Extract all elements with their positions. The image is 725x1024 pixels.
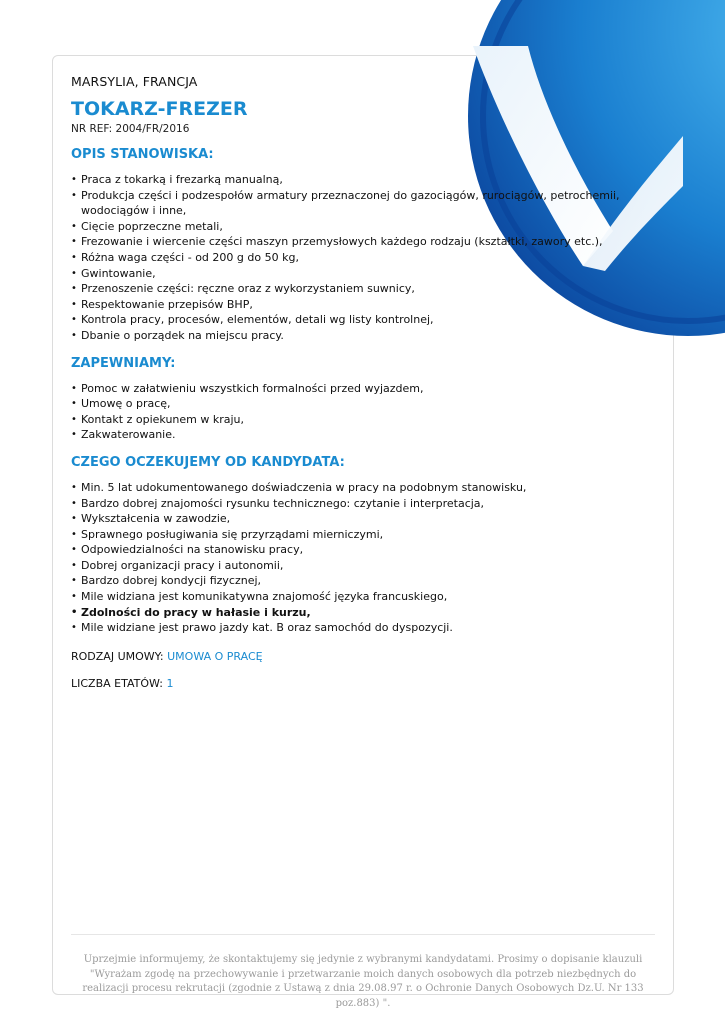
job-description-list: [71, 172, 651, 344]
list-item: • Sprawnego posługiwania się przyrządami mierniczymi,: [71, 527, 651, 543]
list-item: • Produkcja części i podzespołów armatury przeznaczonej do gazociągów, rurociągów, petrochemii, wodociągów i inne,: [71, 188, 651, 219]
positions-count-label: LICZBA ETATÓW:: [71, 676, 163, 690]
list-item: • Odpowiedzialności na stanowisku pracy,: [71, 542, 651, 558]
requirements-list: [71, 480, 651, 636]
section-title: ZAPEWNIAMY:: [71, 355, 176, 371]
list-item: • Bardzo dobrej znajomości rysunku technicznego: czytanie i interpretacja,: [71, 496, 651, 512]
list-item: • Kontakt z opiekunem w kraju,: [71, 412, 651, 428]
list-item: • Min. 5 lat udokumentowanego doświadczenia w pracy na podobnym stanowisku,: [71, 480, 651, 496]
footer-notice: Uprzejmie informujemy, że skontaktujemy się jedynie z wybranymi kandydatami. Prosimy o dopisanie klauzuli "Wyrażam zgodę na przechowywanie i przetwarzanie moich danych osobowych dla potrzeb niezbędnych do realizacji procesu rekrutacji (zgodnie z Ustawą z dnia 29.08.97 r. o Ochronie Danych Osobowych Dz.U. Nr 133 poz.883) ".: [82, 954, 644, 1009]
section-title: OPIS STANOWISKA:: [71, 147, 214, 162]
list-item: • Dbanie o porządek na miejscu pracy.: [71, 328, 651, 344]
list-item: • Gwintowanie,: [71, 266, 651, 282]
list-item: • Cięcie poprzeczne metali,: [71, 219, 651, 235]
footer-divider: [71, 934, 655, 935]
contract-type: [71, 650, 651, 663]
job-title: TOKARZ-FREZER: [71, 98, 248, 120]
section-requirements: [71, 455, 651, 636]
job-location: MARSYLIA, FRANCJA: [71, 74, 198, 89]
contract-type-value[interactable]: UMOWA O PRACĘ: [167, 649, 263, 663]
contract-type-label: RODZAJ UMOWY:: [71, 649, 164, 663]
list-item: • Praca z tokarką i frezarką manualną,: [71, 172, 651, 188]
list-item: • Pomoc w załatwieniu wszystkich formalności przed wyjazdem,: [71, 381, 651, 397]
list-item: • Mile widziana jest komunikatywna znajomość języka francuskiego,: [71, 589, 651, 605]
list-item: • Kontrola pracy, procesów, elementów, detali wg listy kontrolnej,: [71, 312, 651, 328]
positions-count: [71, 677, 651, 690]
list-item: • Mile widziane jest prawo jazdy kat. B oraz samochód do dyspozycji.: [71, 620, 651, 636]
list-item: • Różna waga części - od 200 g do 50 kg,: [71, 250, 651, 266]
job-offer-content: [71, 74, 651, 690]
list-item: • Wykształcenia w zawodzie,: [71, 511, 651, 527]
list-item: • Bardzo dobrej kondycji fizycznej,: [71, 573, 651, 589]
job-offer-card: [52, 55, 674, 1009]
list-item-emphasized: • Zdolności do pracy w hałasie i kurzu,: [71, 605, 651, 621]
section-we-offer: [71, 356, 651, 443]
section-job-description: [71, 147, 651, 344]
section-title: CZEGO OCZEKUJEMY OD KANDYDATA:: [71, 454, 345, 470]
list-item: • Umowę o pracę,: [71, 396, 651, 412]
positions-count-value[interactable]: 1: [166, 676, 174, 690]
list-item: • Dobrej organizacji pracy i autonomii,: [71, 558, 651, 574]
list-item: • Przenoszenie części: ręczne oraz z wykorzystaniem suwnicy,: [71, 281, 651, 297]
job-reference: NR REF: 2004/FR/2016: [71, 123, 190, 135]
list-item: • Respektowanie przepisów BHP,: [71, 297, 651, 313]
we-offer-list: [71, 381, 651, 443]
list-item: • Frezowanie i wiercenie części maszyn przemysłowych każdego rodzaju (kształtki, zawory etc.),: [71, 234, 651, 250]
list-item: • Zakwaterowanie.: [71, 427, 651, 443]
